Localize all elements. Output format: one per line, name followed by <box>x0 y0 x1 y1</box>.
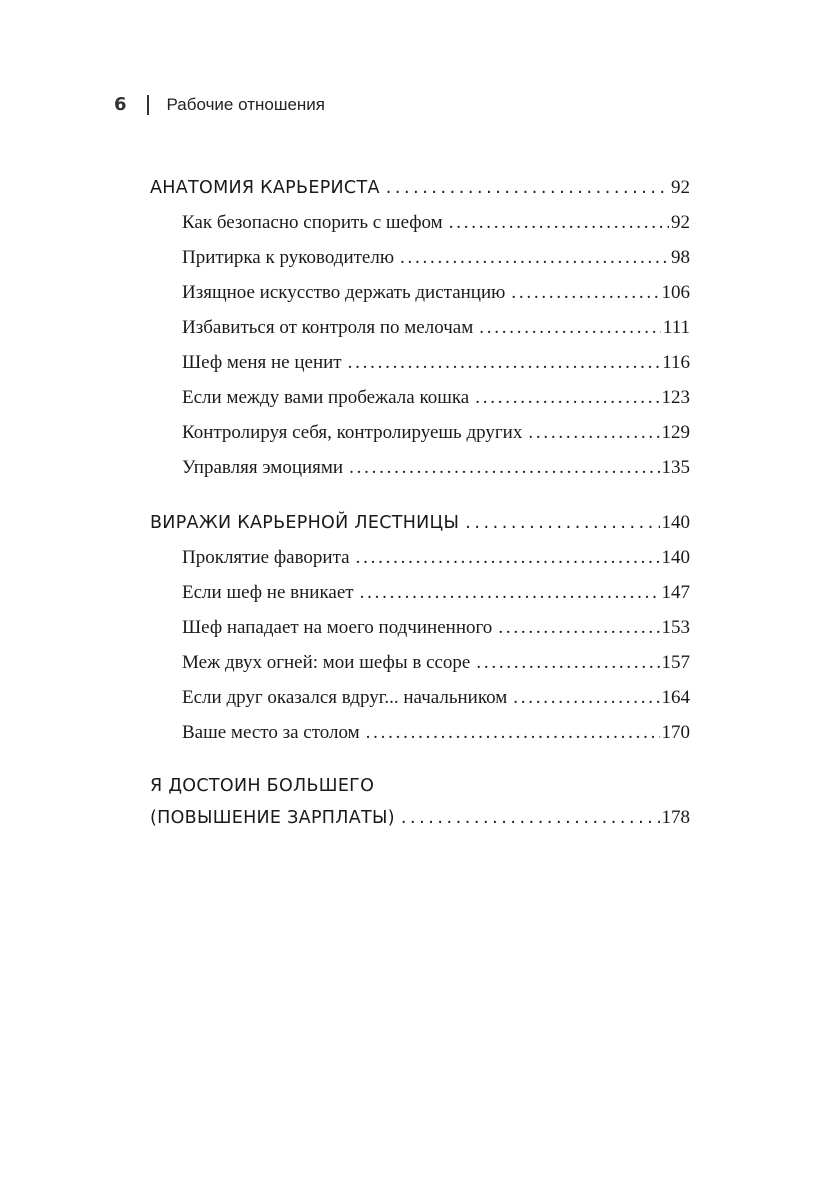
toc-page-number: 123 <box>661 387 690 408</box>
toc-item-title: Проклятие фаворита <box>182 547 350 568</box>
toc-item[interactable] <box>150 715 690 750</box>
toc-section-title: Я ДОСТОИН БОЛЬШЕГО <box>150 776 375 796</box>
dot-leader <box>476 645 659 680</box>
toc-page-number: 157 <box>661 652 690 673</box>
toc-page-number: 178 <box>661 807 690 828</box>
dot-leader <box>386 171 669 206</box>
dot-leader <box>400 240 669 275</box>
toc-item[interactable] <box>150 610 690 645</box>
dot-leader <box>513 680 659 715</box>
dot-leader <box>498 610 659 645</box>
toc-section-title: ВИРАЖИ КАРЬЕРНОЙ ЛЕСТНИЦЫ <box>150 513 460 533</box>
page-header <box>114 94 325 115</box>
toc-page-number: 116 <box>662 352 690 373</box>
toc-item[interactable] <box>150 275 690 310</box>
toc-item-title: Меж двух огней: мои шефы в ссоре <box>182 652 471 673</box>
toc-item[interactable] <box>150 380 690 415</box>
dot-leader <box>479 310 661 345</box>
dot-leader <box>360 575 660 610</box>
toc-item[interactable] <box>150 205 690 240</box>
toc-page-number: 92 <box>671 177 690 198</box>
toc-item-title: Шеф меня не ценит <box>182 352 342 373</box>
toc-item-title: Если друг оказался вдруг... начальником <box>182 687 508 708</box>
section-gap <box>150 485 690 505</box>
toc-page-number: 140 <box>661 512 690 533</box>
toc-section-title-cont: (ПОВЫШЕНИЕ ЗАРПЛАТЫ) <box>150 808 395 828</box>
toc-item[interactable] <box>150 310 690 345</box>
toc-item-title: Если шеф не вникает <box>182 582 354 603</box>
dot-leader <box>528 415 659 450</box>
toc-item[interactable] <box>150 575 690 610</box>
toc-item[interactable] <box>150 680 690 715</box>
dot-leader <box>356 540 660 575</box>
toc-page-number: 98 <box>671 247 690 268</box>
toc-section[interactable] <box>150 505 690 540</box>
toc-page-number: 140 <box>661 547 690 568</box>
dot-leader <box>475 380 659 415</box>
toc-page-number: 106 <box>661 282 690 303</box>
toc-page-number: 147 <box>661 582 690 603</box>
dot-leader <box>465 506 659 541</box>
dot-leader <box>401 802 660 834</box>
toc-item-title: Изящное искусство держать дистанцию <box>182 282 506 303</box>
toc-item-title: Шеф нападает на моего подчиненного <box>182 617 493 638</box>
dot-leader <box>348 345 661 380</box>
toc-page-number: 164 <box>661 687 690 708</box>
toc-page-number: 170 <box>661 722 690 743</box>
toc-item[interactable] <box>150 450 690 485</box>
toc-item[interactable] <box>150 240 690 275</box>
toc-section-title: АНАТОМИЯ КАРЬЕРИСТА <box>150 178 380 198</box>
dot-leader <box>366 715 660 750</box>
toc-page-number: 153 <box>661 617 690 638</box>
header-separator <box>147 95 149 115</box>
toc-item[interactable] <box>150 540 690 575</box>
dot-leader <box>511 275 659 310</box>
toc-page-number: 92 <box>671 212 690 233</box>
toc-item-title: Если между вами пробежала кошка <box>182 387 470 408</box>
toc-item[interactable] <box>150 645 690 680</box>
toc-page-number: 135 <box>661 457 690 478</box>
running-title: Рабочие отношения <box>166 94 326 114</box>
toc-item-title: Как безопасно спорить с шефом <box>182 212 443 233</box>
toc-item-title: Избавиться от контроля по мелочам <box>182 317 474 338</box>
toc-item[interactable] <box>150 345 690 380</box>
toc-item-title: Притирка к руководителю <box>182 247 395 268</box>
toc-item-title: Ваше место за столом <box>182 722 360 743</box>
dot-leader <box>349 450 659 485</box>
toc-page-number: 111 <box>662 317 690 338</box>
toc-section[interactable] <box>150 770 690 834</box>
toc-section[interactable] <box>150 170 690 205</box>
toc-item[interactable] <box>150 415 690 450</box>
section-gap <box>150 750 690 770</box>
toc-item-title: Управляя эмоциями <box>182 457 344 478</box>
toc-page-number: 129 <box>661 422 690 443</box>
dot-leader <box>449 205 669 240</box>
page-number: 6 <box>114 94 127 115</box>
table-of-contents <box>150 170 690 834</box>
toc-item-title: Контролируя себя, контролируешь других <box>182 422 523 443</box>
